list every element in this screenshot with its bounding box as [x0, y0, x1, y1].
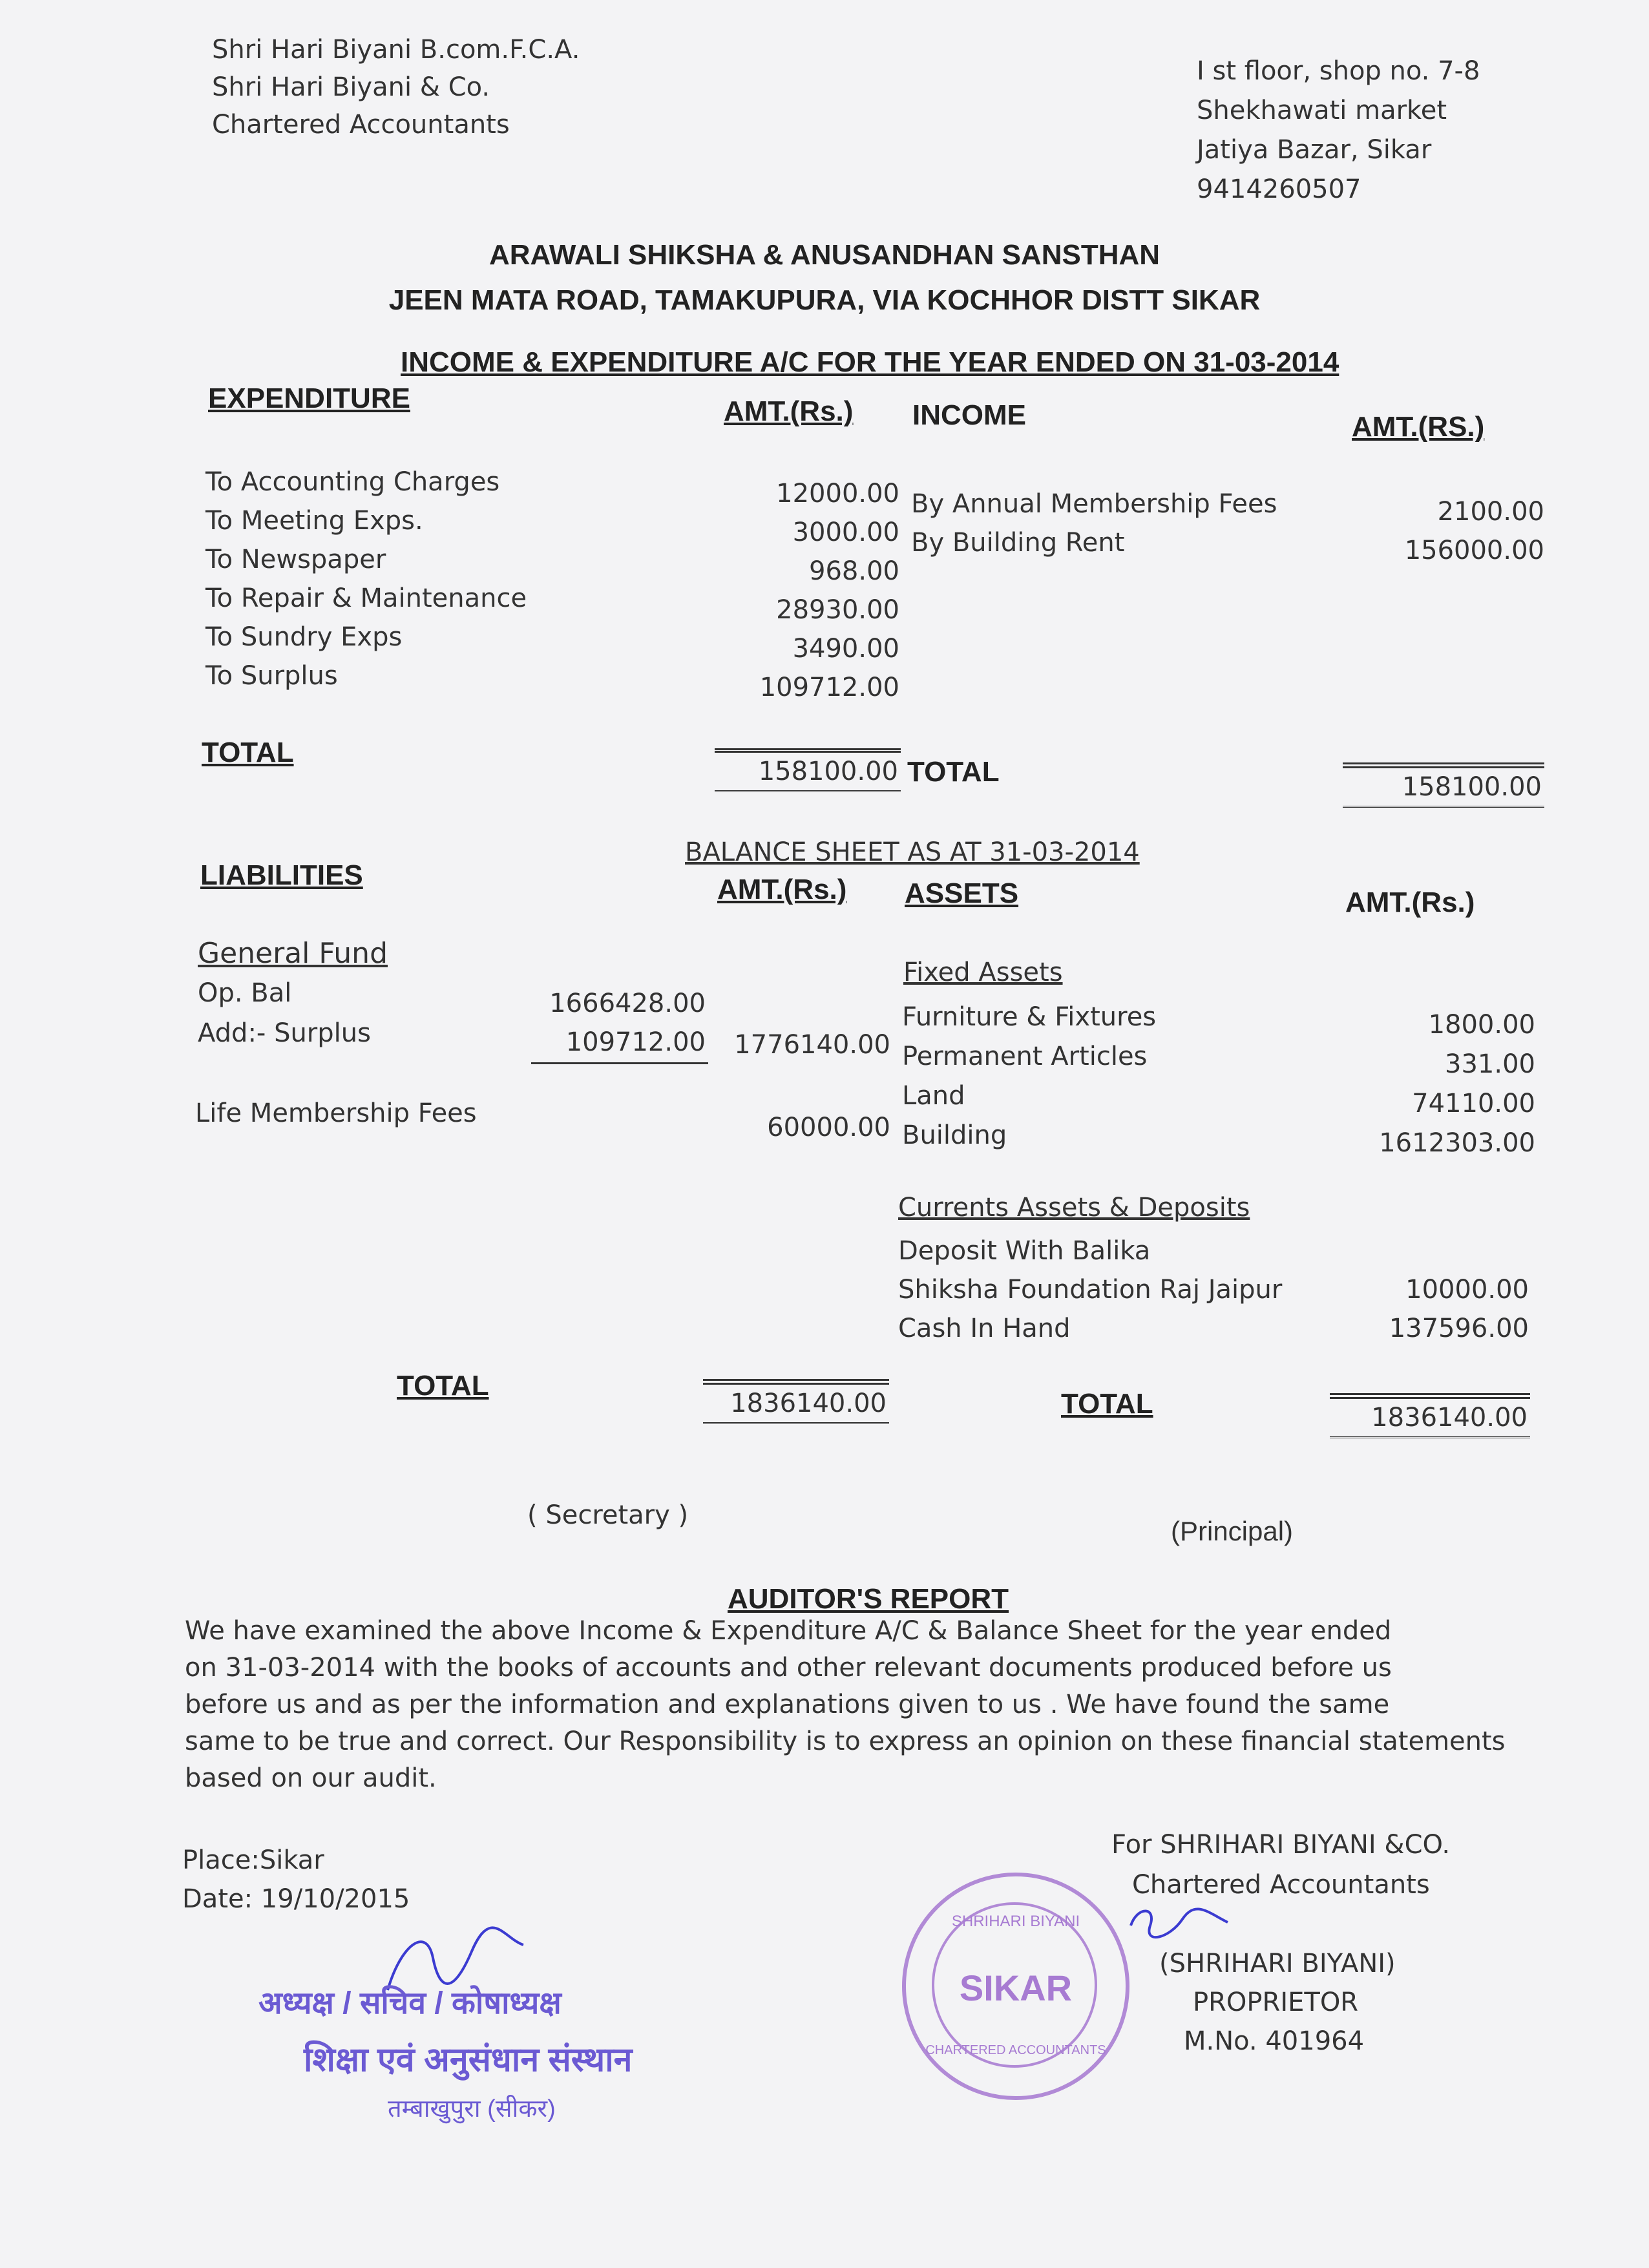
- ie-total-label-left: TOTAL: [202, 737, 294, 768]
- op-bal-label: Op. Bal: [198, 978, 292, 1008]
- report-line: We have examined the above Income & Expenditure A/C & Balance Sheet for the year ended: [185, 1616, 1392, 1646]
- ie-inc-header: INCOME: [912, 399, 1026, 431]
- fixed-asset-label: Furniture & Fixtures: [902, 1002, 1157, 1032]
- current-asset-label: Cash In Hand: [898, 1314, 1071, 1343]
- current-asset-amount: 10000.00: [1405, 1275, 1529, 1305]
- exp-amount: 3000.00: [792, 518, 899, 547]
- ie-exp-header: EXPENDITURE: [208, 383, 410, 414]
- exp-amount: 109712.00: [759, 673, 899, 702]
- life-membership-amount: 60000.00: [767, 1113, 890, 1142]
- report-line: based on our audit.: [185, 1763, 437, 1793]
- report-line: on 31-03-2014 with the books of accounts and other relevant documents produced before us: [185, 1653, 1392, 1683]
- exp-amount: 968.00: [809, 556, 899, 586]
- bs-total-label-right: TOTAL: [1061, 1388, 1153, 1420]
- general-fund-total: 1776140.00: [734, 1030, 890, 1060]
- bs-total-rule-right: [1330, 1393, 1530, 1395]
- add-surplus-amount: 109712.00: [565, 1027, 706, 1057]
- ie-total-rule-right: [1343, 762, 1544, 764]
- income-list: [911, 485, 1277, 562]
- expenditure-amounts: [698, 474, 899, 707]
- exp-amount: 28930.00: [776, 595, 899, 625]
- bs-title: BALANCE SHEET AS AT 31-03-2014: [685, 837, 1140, 867]
- hindi-seal-line-3: तम्बाखुपुरा (सीकर): [388, 2095, 556, 2123]
- org-address: JEEN MATA ROAD, TAMAKUPURA, VIA KOCHHOR DISTT SIKAR: [388, 284, 1261, 316]
- address-phone: 9414260507: [1197, 174, 1361, 204]
- firm-profession: Chartered Accountants: [212, 110, 510, 140]
- exp-label: To Meeting Exps.: [205, 506, 423, 536]
- current-assets-heading: Currents Assets & Deposits: [898, 1193, 1250, 1223]
- bs-total-right: 1836140.00: [1330, 1397, 1530, 1438]
- secretary-caption: ( Secretary ): [527, 1500, 689, 1530]
- fixed-asset-label: Permanent Articles: [902, 1042, 1148, 1071]
- fixed-asset-label: Building: [902, 1120, 1007, 1150]
- inc-label: By Annual Membership Fees: [911, 489, 1277, 519]
- org-name: ARAWALI SHIKSHA & ANUSANDHAN SANSTHAN: [488, 239, 1161, 271]
- fixed-assets-amounts: [1331, 1005, 1535, 1163]
- inc-label: By Building Rent: [911, 528, 1125, 558]
- bs-total-label-left: TOTAL: [397, 1370, 489, 1402]
- exp-amount: 12000.00: [776, 479, 899, 509]
- fixed-asset-amount: 74110.00: [1412, 1089, 1535, 1118]
- bs-total-rule-left: [703, 1379, 889, 1381]
- place: Place:Sikar: [182, 1845, 324, 1875]
- seal-bottom-text: CHARTERED ACCOUNTANTS: [925, 2043, 1106, 2057]
- bs-amt-header-right: AMT.(Rs.): [1345, 887, 1475, 918]
- bs-total-left: 1836140.00: [703, 1383, 889, 1424]
- current-asset-amount: 137596.00: [1389, 1314, 1529, 1343]
- exp-label: To Accounting Charges: [205, 467, 500, 497]
- firm-name: Shri Hari Biyani & Co.: [212, 72, 490, 102]
- ie-total-exp: 158100.00: [715, 751, 901, 792]
- fixed-assets-heading: Fixed Assets: [903, 958, 1063, 987]
- auditor-report-title: AUDITOR'S REPORT: [728, 1583, 1009, 1615]
- report-line: same to be true and correct. Our Responsibility is to express an opinion on these financial statements: [185, 1727, 1506, 1756]
- current-asset-label: Deposit With Balika: [898, 1236, 1151, 1266]
- principal-caption: (Principal): [1171, 1516, 1294, 1546]
- ca-seal-stamp: [902, 1873, 1129, 2100]
- fixed-asset-amount: 1800.00: [1428, 1010, 1535, 1040]
- exp-label: To Newspaper: [205, 545, 386, 574]
- exp-label: To Sundry Exps: [205, 622, 403, 652]
- auditor-title: PROPRIETOR: [1193, 1988, 1359, 2017]
- auditor-for-line: For SHRIHARI BIYANI &CO.: [1111, 1830, 1451, 1860]
- inc-amount: 2100.00: [1437, 497, 1544, 527]
- auditor-signature: [1124, 1900, 1234, 1951]
- general-fund-heading: General Fund: [198, 937, 388, 970]
- ie-title: INCOME & EXPENDITURE A/C FOR THE YEAR ENDED ON 31-03-2014: [401, 346, 1339, 378]
- bs-amt-header-left: AMT.(Rs.): [717, 874, 847, 905]
- hindi-seal-line-2: शिक्षा एवं अनुसंधान संस्थान: [304, 2041, 633, 2079]
- expenditure-list: [205, 463, 527, 695]
- seal-center-text: SIKAR: [959, 1968, 1073, 2008]
- exp-label: To Surplus: [205, 661, 338, 691]
- bs-liab-header: LIABILITIES: [200, 859, 363, 891]
- exp-label: To Repair & Maintenance: [205, 583, 527, 613]
- current-assets-amounts: [1325, 1270, 1529, 1348]
- inc-amount: 156000.00: [1404, 536, 1544, 565]
- fixed-assets-list: [902, 998, 1156, 1155]
- address-line-1: I st floor, shop no. 7-8: [1197, 56, 1480, 86]
- income-amounts: [1318, 492, 1544, 570]
- auditor-membership-no: M.No. 401964: [1184, 2026, 1365, 2056]
- ie-total-rule: [715, 748, 901, 750]
- fixed-asset-amount: 331.00: [1445, 1049, 1535, 1079]
- ie-total-label-right: TOTAL: [907, 756, 1000, 788]
- fixed-asset-label: Land: [902, 1081, 965, 1111]
- auditor-name: (SHRIHARI BIYANI): [1159, 1949, 1396, 1979]
- date: Date: 19/10/2015: [182, 1884, 410, 1914]
- op-bal-amount: 1666428.00: [549, 989, 706, 1018]
- report-line: before us and as per the information and explanations given to us . We have found the same: [185, 1690, 1390, 1719]
- firm-name-qualification: Shri Hari Biyani B.com.F.C.A.: [212, 35, 580, 65]
- address-line-2: Shekhawati market: [1197, 96, 1447, 125]
- auditor-report-body: [185, 1613, 1506, 1797]
- hindi-seal-line-1: अध्यक्ष / सचिव / कोषाध्यक्ष: [258, 1986, 562, 2021]
- add-surplus-label: Add:- Surplus: [198, 1018, 371, 1048]
- address-line-3: Jatiya Bazar, Sikar: [1197, 135, 1432, 165]
- bs-assets-header: ASSETS: [905, 877, 1019, 909]
- current-assets-list: [898, 1232, 1282, 1348]
- ie-total-inc: 158100.00: [1343, 766, 1544, 808]
- life-membership-label: Life Membership Fees: [195, 1098, 477, 1128]
- fixed-asset-amount: 1612303.00: [1379, 1128, 1535, 1158]
- seal-top-text: SHRIHARI BIYANI: [951, 1913, 1080, 1930]
- current-asset-label: Shiksha Foundation Raj Jaipur: [898, 1275, 1283, 1305]
- firm-address: [1197, 52, 1480, 209]
- firm-header: [212, 31, 580, 143]
- ie-amt-header-left: AMT.(Rs.): [724, 395, 854, 427]
- exp-amount: 3490.00: [792, 634, 899, 664]
- surplus-rule: [531, 1062, 708, 1064]
- auditor-ca-line: Chartered Accountants: [1132, 1870, 1430, 1900]
- ie-amt-header-right: AMT.(RS.): [1352, 411, 1485, 443]
